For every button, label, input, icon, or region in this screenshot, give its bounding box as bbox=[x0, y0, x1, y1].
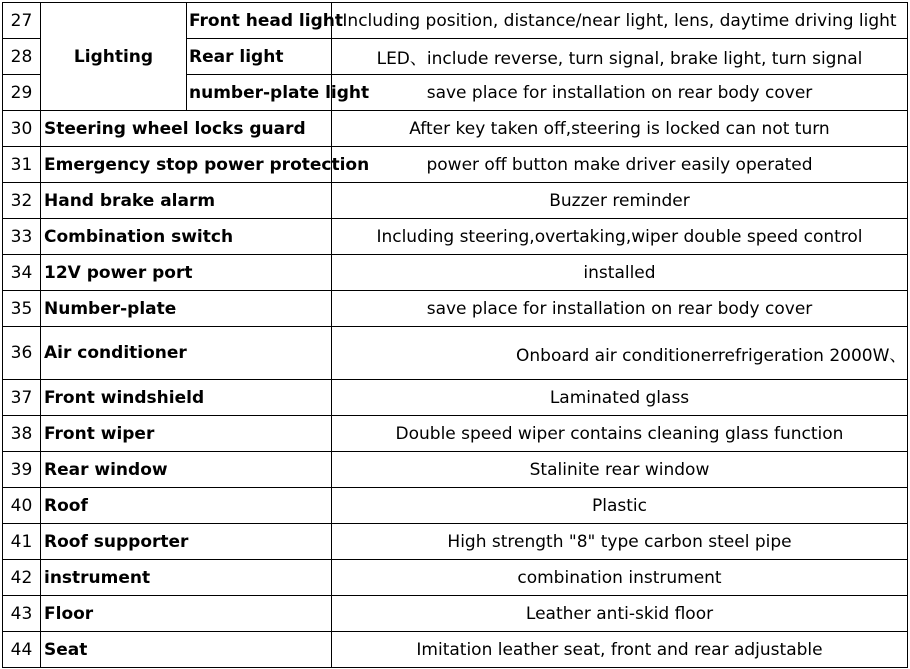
item-description: Plastic bbox=[332, 488, 908, 524]
item-description: Leather anti-skid floor bbox=[332, 596, 908, 632]
item-name: Steering wheel locks guard bbox=[41, 111, 332, 147]
item-description: installed bbox=[332, 255, 908, 291]
item-description: LED、include reverse, turn signal, brake light, turn signal bbox=[332, 39, 908, 75]
item-name: instrument bbox=[41, 560, 332, 596]
row-number: 37 bbox=[3, 380, 41, 416]
item-description: Imitation leather seat, front and rear adjustable bbox=[332, 632, 908, 668]
item-name: Front windshield bbox=[41, 380, 332, 416]
row-number: 36 bbox=[3, 327, 41, 380]
row-number: 41 bbox=[3, 524, 41, 560]
row-number: 31 bbox=[3, 147, 41, 183]
row-number: 39 bbox=[3, 452, 41, 488]
item-name: Combination switch bbox=[41, 219, 332, 255]
item-description: Including position, distance/near light, lens, daytime driving light bbox=[332, 3, 908, 39]
table-row bbox=[3, 219, 908, 255]
row-number: 43 bbox=[3, 596, 41, 632]
table-row bbox=[3, 183, 908, 219]
row-number: 33 bbox=[3, 219, 41, 255]
item-description: Onboard air conditionerrefrigeration 2000W、 bbox=[332, 327, 908, 380]
item-description: Buzzer reminder bbox=[332, 183, 908, 219]
item-name: Number-plate bbox=[41, 291, 332, 327]
item-description: Double speed wiper contains cleaning glass function bbox=[332, 416, 908, 452]
item-description: power off button make driver easily operated bbox=[332, 147, 908, 183]
row-number: 35 bbox=[3, 291, 41, 327]
table-row bbox=[3, 560, 908, 596]
item-description: After key taken off,steering is locked can not turn bbox=[332, 111, 908, 147]
table-row bbox=[3, 3, 908, 39]
row-number: 30 bbox=[3, 111, 41, 147]
item-description: combination instrument bbox=[332, 560, 908, 596]
row-number: 28 bbox=[3, 39, 41, 75]
table-row bbox=[3, 380, 908, 416]
table-row bbox=[3, 111, 908, 147]
table-row bbox=[3, 147, 908, 183]
item-name: Roof bbox=[41, 488, 332, 524]
item-name: Air conditioner bbox=[41, 327, 332, 380]
item-name: Front head light bbox=[187, 3, 332, 39]
table-row bbox=[3, 488, 908, 524]
item-name: Seat bbox=[41, 632, 332, 668]
row-number: 38 bbox=[3, 416, 41, 452]
item-description: Stalinite rear window bbox=[332, 452, 908, 488]
table-row bbox=[3, 291, 908, 327]
item-description: High strength "8" type carbon steel pipe bbox=[332, 524, 908, 560]
item-name: Floor bbox=[41, 596, 332, 632]
row-number: 40 bbox=[3, 488, 41, 524]
row-number: 27 bbox=[3, 3, 41, 39]
item-name: Front wiper bbox=[41, 416, 332, 452]
item-name: number-plate light bbox=[187, 75, 332, 111]
row-number: 32 bbox=[3, 183, 41, 219]
table-row bbox=[3, 632, 908, 668]
item-name: Rear light bbox=[187, 39, 332, 75]
table-row bbox=[3, 452, 908, 488]
item-description: save place for installation on rear body cover bbox=[332, 75, 908, 111]
item-name: 12V power port bbox=[41, 255, 332, 291]
row-number: 34 bbox=[3, 255, 41, 291]
item-name: Emergency stop power protection bbox=[41, 147, 332, 183]
item-name: Rear window bbox=[41, 452, 332, 488]
item-description: Laminated glass bbox=[332, 380, 908, 416]
row-number: 44 bbox=[3, 632, 41, 668]
table-row bbox=[3, 596, 908, 632]
table-row bbox=[3, 416, 908, 452]
item-description: save place for installation on rear body cover bbox=[332, 291, 908, 327]
group-label: Lighting bbox=[41, 3, 187, 111]
row-number: 42 bbox=[3, 560, 41, 596]
item-name: Hand brake alarm bbox=[41, 183, 332, 219]
spec-table bbox=[2, 2, 908, 668]
row-number: 29 bbox=[3, 75, 41, 111]
table-row bbox=[3, 327, 908, 380]
item-description: Including steering,overtaking,wiper double speed control bbox=[332, 219, 908, 255]
table-row bbox=[3, 524, 908, 560]
table-row bbox=[3, 255, 908, 291]
item-name: Roof supporter bbox=[41, 524, 332, 560]
